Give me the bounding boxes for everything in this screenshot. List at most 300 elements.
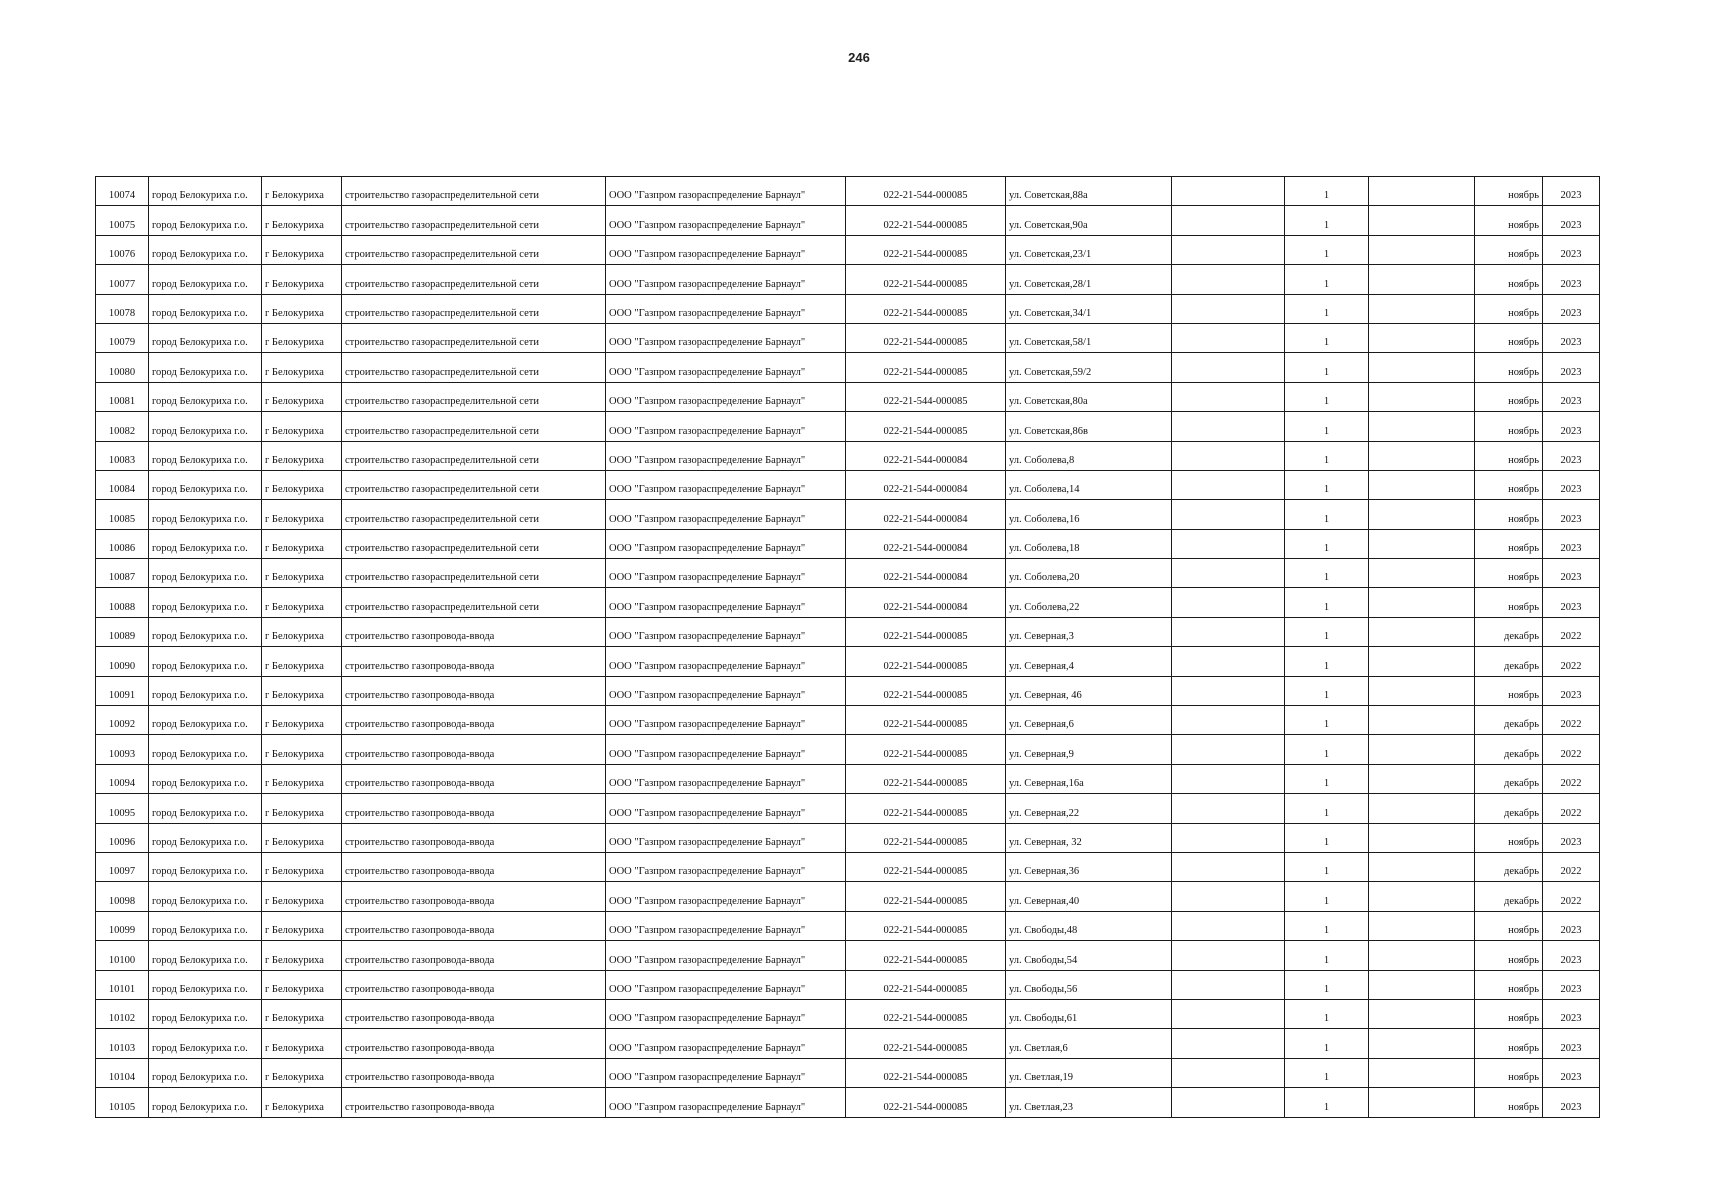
- year-cell: 2023: [1543, 470, 1600, 499]
- month-cell: ноябрь: [1475, 941, 1543, 970]
- municipality-cell: город Белокуриха г.о.: [149, 235, 262, 264]
- work-type-cell: строительство газораспределительной сети: [342, 559, 606, 588]
- settlement-cell: г Белокуриха: [262, 353, 342, 382]
- work-type-cell: строительство газораспределительной сети: [342, 500, 606, 529]
- organization-cell: ООО "Газпром газораспределение Барнаул": [606, 852, 846, 881]
- municipality-cell: город Белокуриха г.о.: [149, 500, 262, 529]
- municipality-cell: город Белокуриха г.о.: [149, 206, 262, 235]
- quantity-cell: 1: [1285, 706, 1369, 735]
- table-row: [96, 470, 1600, 499]
- year-cell: 2023: [1543, 588, 1600, 617]
- municipality-cell: город Белокуриха г.о.: [149, 647, 262, 676]
- empty-cell: [1369, 235, 1475, 264]
- work-type-cell: строительство газопровода-ввода: [342, 1029, 606, 1058]
- empty-cell: [1172, 706, 1285, 735]
- row-number: 10078: [96, 294, 149, 323]
- work-type-cell: строительство газопровода-ввода: [342, 970, 606, 999]
- municipality-cell: город Белокуриха г.о.: [149, 1058, 262, 1087]
- work-type-cell: строительство газораспределительной сети: [342, 177, 606, 206]
- quantity-cell: 1: [1285, 970, 1369, 999]
- empty-cell: [1172, 588, 1285, 617]
- empty-cell: [1369, 1029, 1475, 1058]
- year-cell: 2023: [1543, 1058, 1600, 1087]
- organization-cell: ООО "Газпром газораспределение Барнаул": [606, 470, 846, 499]
- month-cell: ноябрь: [1475, 559, 1543, 588]
- empty-cell: [1369, 706, 1475, 735]
- settlement-cell: г Белокуриха: [262, 1029, 342, 1058]
- year-cell: 2023: [1543, 382, 1600, 411]
- row-number: 10085: [96, 500, 149, 529]
- row-number: 10100: [96, 941, 149, 970]
- row-number: 10075: [96, 206, 149, 235]
- municipality-cell: город Белокуриха г.о.: [149, 852, 262, 881]
- month-cell: ноябрь: [1475, 911, 1543, 940]
- row-number: 10074: [96, 177, 149, 206]
- municipality-cell: город Белокуриха г.о.: [149, 735, 262, 764]
- quantity-cell: 1: [1285, 911, 1369, 940]
- municipality-cell: город Белокуриха г.о.: [149, 353, 262, 382]
- empty-cell: [1172, 1088, 1285, 1117]
- quantity-cell: 1: [1285, 999, 1369, 1028]
- settlement-cell: г Белокуриха: [262, 177, 342, 206]
- empty-cell: [1172, 1058, 1285, 1087]
- address-cell: ул. Советская,34/1: [1006, 294, 1172, 323]
- settlement-cell: г Белокуриха: [262, 1058, 342, 1087]
- empty-cell: [1369, 470, 1475, 499]
- empty-cell: [1369, 970, 1475, 999]
- organization-cell: ООО "Газпром газораспределение Барнаул": [606, 265, 846, 294]
- table-row: [96, 265, 1600, 294]
- empty-cell: [1369, 500, 1475, 529]
- row-number: 10080: [96, 353, 149, 382]
- table-row: [96, 441, 1600, 470]
- address-cell: ул. Северная,40: [1006, 882, 1172, 911]
- year-cell: 2023: [1543, 999, 1600, 1028]
- empty-cell: [1172, 1029, 1285, 1058]
- year-cell: 2023: [1543, 970, 1600, 999]
- municipality-cell: город Белокуриха г.о.: [149, 941, 262, 970]
- address-cell: ул. Советская,80а: [1006, 382, 1172, 411]
- municipality-cell: город Белокуриха г.о.: [149, 323, 262, 352]
- table-row: [96, 970, 1600, 999]
- municipality-cell: город Белокуриха г.о.: [149, 1029, 262, 1058]
- municipality-cell: город Белокуриха г.о.: [149, 764, 262, 793]
- work-type-cell: строительство газораспределительной сети: [342, 265, 606, 294]
- work-type-cell: строительство газораспределительной сети: [342, 588, 606, 617]
- empty-cell: [1172, 676, 1285, 705]
- registry-code-cell: 022-21-544-000085: [846, 617, 1006, 646]
- empty-cell: [1172, 617, 1285, 646]
- settlement-cell: г Белокуриха: [262, 559, 342, 588]
- empty-cell: [1369, 999, 1475, 1028]
- empty-cell: [1369, 441, 1475, 470]
- month-cell: ноябрь: [1475, 500, 1543, 529]
- month-cell: ноябрь: [1475, 441, 1543, 470]
- empty-cell: [1369, 823, 1475, 852]
- registry-code-cell: 022-21-544-000085: [846, 999, 1006, 1028]
- quantity-cell: 1: [1285, 294, 1369, 323]
- address-cell: ул. Советская,28/1: [1006, 265, 1172, 294]
- settlement-cell: г Белокуриха: [262, 764, 342, 793]
- empty-cell: [1369, 206, 1475, 235]
- organization-cell: ООО "Газпром газораспределение Барнаул": [606, 823, 846, 852]
- empty-cell: [1369, 764, 1475, 793]
- address-cell: ул. Соболева,16: [1006, 500, 1172, 529]
- year-cell: 2023: [1543, 1088, 1600, 1117]
- registry-code-cell: 022-21-544-000085: [846, 294, 1006, 323]
- month-cell: ноябрь: [1475, 1029, 1543, 1058]
- organization-cell: ООО "Газпром газораспределение Барнаул": [606, 617, 846, 646]
- settlement-cell: г Белокуриха: [262, 999, 342, 1028]
- year-cell: 2022: [1543, 617, 1600, 646]
- row-number: 10101: [96, 970, 149, 999]
- organization-cell: ООО "Газпром газораспределение Барнаул": [606, 529, 846, 558]
- empty-cell: [1369, 647, 1475, 676]
- empty-cell: [1172, 382, 1285, 411]
- work-type-cell: строительство газораспределительной сети: [342, 235, 606, 264]
- municipality-cell: город Белокуриха г.о.: [149, 1088, 262, 1117]
- table-row: [96, 941, 1600, 970]
- month-cell: ноябрь: [1475, 529, 1543, 558]
- month-cell: ноябрь: [1475, 265, 1543, 294]
- empty-cell: [1172, 764, 1285, 793]
- month-cell: декабрь: [1475, 647, 1543, 676]
- registry-code-cell: 022-21-544-000085: [846, 647, 1006, 676]
- settlement-cell: г Белокуриха: [262, 235, 342, 264]
- settlement-cell: г Белокуриха: [262, 265, 342, 294]
- work-type-cell: строительство газораспределительной сети: [342, 441, 606, 470]
- month-cell: ноябрь: [1475, 206, 1543, 235]
- organization-cell: ООО "Газпром газораспределение Барнаул": [606, 382, 846, 411]
- empty-cell: [1172, 529, 1285, 558]
- table-row: [96, 911, 1600, 940]
- municipality-cell: город Белокуриха г.о.: [149, 882, 262, 911]
- empty-cell: [1172, 794, 1285, 823]
- month-cell: ноябрь: [1475, 235, 1543, 264]
- quantity-cell: 1: [1285, 500, 1369, 529]
- quantity-cell: 1: [1285, 764, 1369, 793]
- municipality-cell: город Белокуриха г.о.: [149, 470, 262, 499]
- year-cell: 2022: [1543, 764, 1600, 793]
- settlement-cell: г Белокуриха: [262, 852, 342, 881]
- work-type-cell: строительство газопровода-ввода: [342, 882, 606, 911]
- year-cell: 2022: [1543, 794, 1600, 823]
- settlement-cell: г Белокуриха: [262, 706, 342, 735]
- registry-code-cell: 022-21-544-000085: [846, 1058, 1006, 1087]
- registry-code-cell: 022-21-544-000084: [846, 441, 1006, 470]
- settlement-cell: г Белокуриха: [262, 941, 342, 970]
- page-number: 246: [848, 50, 870, 65]
- table-row: [96, 1058, 1600, 1087]
- month-cell: ноябрь: [1475, 323, 1543, 352]
- quantity-cell: 1: [1285, 941, 1369, 970]
- row-number: 10079: [96, 323, 149, 352]
- address-cell: ул. Северная,16а: [1006, 764, 1172, 793]
- organization-cell: ООО "Газпром газораспределение Барнаул": [606, 706, 846, 735]
- month-cell: ноябрь: [1475, 970, 1543, 999]
- month-cell: декабрь: [1475, 706, 1543, 735]
- work-type-cell: строительство газопровода-ввода: [342, 735, 606, 764]
- empty-cell: [1172, 823, 1285, 852]
- address-cell: ул. Соболева,20: [1006, 559, 1172, 588]
- settlement-cell: г Белокуриха: [262, 911, 342, 940]
- municipality-cell: город Белокуриха г.о.: [149, 706, 262, 735]
- empty-cell: [1369, 676, 1475, 705]
- quantity-cell: 1: [1285, 382, 1369, 411]
- municipality-cell: город Белокуриха г.о.: [149, 823, 262, 852]
- empty-cell: [1369, 529, 1475, 558]
- work-type-cell: строительство газопровода-ввода: [342, 617, 606, 646]
- row-number: 10082: [96, 412, 149, 441]
- address-cell: ул. Северная,36: [1006, 852, 1172, 881]
- settlement-cell: г Белокуриха: [262, 676, 342, 705]
- settlement-cell: г Белокуриха: [262, 794, 342, 823]
- empty-cell: [1369, 412, 1475, 441]
- work-type-cell: строительство газопровода-ввода: [342, 823, 606, 852]
- month-cell: ноябрь: [1475, 823, 1543, 852]
- month-cell: декабрь: [1475, 764, 1543, 793]
- address-cell: ул. Северная, 32: [1006, 823, 1172, 852]
- work-type-cell: строительство газопровода-ввода: [342, 676, 606, 705]
- empty-cell: [1172, 647, 1285, 676]
- municipality-cell: город Белокуриха г.о.: [149, 999, 262, 1028]
- quantity-cell: 1: [1285, 1029, 1369, 1058]
- year-cell: 2023: [1543, 177, 1600, 206]
- empty-cell: [1172, 559, 1285, 588]
- register-body: [96, 177, 1600, 1118]
- settlement-cell: г Белокуриха: [262, 412, 342, 441]
- registry-code-cell: 022-21-544-000084: [846, 470, 1006, 499]
- empty-cell: [1369, 323, 1475, 352]
- address-cell: ул. Советская,58/1: [1006, 323, 1172, 352]
- table-row: [96, 764, 1600, 793]
- registry-code-cell: 022-21-544-000084: [846, 529, 1006, 558]
- month-cell: ноябрь: [1475, 1088, 1543, 1117]
- table-row: [96, 706, 1600, 735]
- empty-cell: [1172, 911, 1285, 940]
- empty-cell: [1172, 412, 1285, 441]
- organization-cell: ООО "Газпром газораспределение Барнаул": [606, 882, 846, 911]
- empty-cell: [1172, 441, 1285, 470]
- registry-code-cell: 022-21-544-000085: [846, 206, 1006, 235]
- empty-cell: [1172, 970, 1285, 999]
- row-number: 10083: [96, 441, 149, 470]
- empty-cell: [1369, 294, 1475, 323]
- empty-cell: [1172, 323, 1285, 352]
- month-cell: ноябрь: [1475, 470, 1543, 499]
- row-number: 10098: [96, 882, 149, 911]
- registry-code-cell: 022-21-544-000084: [846, 559, 1006, 588]
- organization-cell: ООО "Газпром газораспределение Барнаул": [606, 353, 846, 382]
- quantity-cell: 1: [1285, 323, 1369, 352]
- quantity-cell: 1: [1285, 470, 1369, 499]
- row-number: 10090: [96, 647, 149, 676]
- organization-cell: ООО "Газпром газораспределение Барнаул": [606, 941, 846, 970]
- municipality-cell: город Белокуриха г.о.: [149, 177, 262, 206]
- month-cell: декабрь: [1475, 794, 1543, 823]
- work-type-cell: строительство газораспределительной сети: [342, 382, 606, 411]
- registry-code-cell: 022-21-544-000085: [846, 676, 1006, 705]
- municipality-cell: город Белокуриха г.о.: [149, 529, 262, 558]
- quantity-cell: 1: [1285, 676, 1369, 705]
- settlement-cell: г Белокуриха: [262, 647, 342, 676]
- empty-cell: [1369, 852, 1475, 881]
- year-cell: 2022: [1543, 647, 1600, 676]
- work-type-cell: строительство газораспределительной сети: [342, 294, 606, 323]
- organization-cell: ООО "Газпром газораспределение Барнаул": [606, 294, 846, 323]
- empty-cell: [1369, 882, 1475, 911]
- organization-cell: ООО "Газпром газораспределение Барнаул": [606, 1088, 846, 1117]
- quantity-cell: 1: [1285, 794, 1369, 823]
- settlement-cell: г Белокуриха: [262, 323, 342, 352]
- municipality-cell: город Белокуриха г.о.: [149, 294, 262, 323]
- empty-cell: [1172, 177, 1285, 206]
- settlement-cell: г Белокуриха: [262, 294, 342, 323]
- address-cell: ул. Советская,88а: [1006, 177, 1172, 206]
- table-row: [96, 500, 1600, 529]
- work-type-cell: строительство газораспределительной сети: [342, 529, 606, 558]
- work-type-cell: строительство газопровода-ввода: [342, 706, 606, 735]
- year-cell: 2023: [1543, 941, 1600, 970]
- organization-cell: ООО "Газпром газораспределение Барнаул": [606, 735, 846, 764]
- quantity-cell: 1: [1285, 1058, 1369, 1087]
- work-type-cell: строительство газопровода-ввода: [342, 1088, 606, 1117]
- row-number: 10093: [96, 735, 149, 764]
- address-cell: ул. Соболева,22: [1006, 588, 1172, 617]
- registry-code-cell: 022-21-544-000085: [846, 1088, 1006, 1117]
- month-cell: ноябрь: [1475, 353, 1543, 382]
- settlement-cell: г Белокуриха: [262, 882, 342, 911]
- year-cell: 2023: [1543, 206, 1600, 235]
- quantity-cell: 1: [1285, 412, 1369, 441]
- registry-code-cell: 022-21-544-000085: [846, 412, 1006, 441]
- table-row: [96, 794, 1600, 823]
- organization-cell: ООО "Газпром газораспределение Барнаул": [606, 970, 846, 999]
- empty-cell: [1369, 735, 1475, 764]
- address-cell: ул. Свободы,56: [1006, 970, 1172, 999]
- empty-cell: [1172, 206, 1285, 235]
- month-cell: ноябрь: [1475, 177, 1543, 206]
- organization-cell: ООО "Газпром газораспределение Барнаул": [606, 177, 846, 206]
- empty-cell: [1369, 1088, 1475, 1117]
- organization-cell: ООО "Газпром газораспределение Барнаул": [606, 441, 846, 470]
- row-number: 10076: [96, 235, 149, 264]
- address-cell: ул. Советская,90а: [1006, 206, 1172, 235]
- quantity-cell: 1: [1285, 647, 1369, 676]
- organization-cell: ООО "Газпром газораспределение Барнаул": [606, 794, 846, 823]
- year-cell: 2023: [1543, 441, 1600, 470]
- quantity-cell: 1: [1285, 206, 1369, 235]
- work-type-cell: строительство газораспределительной сети: [342, 412, 606, 441]
- organization-cell: ООО "Газпром газораспределение Барнаул": [606, 1058, 846, 1087]
- address-cell: ул. Советская,23/1: [1006, 235, 1172, 264]
- year-cell: 2023: [1543, 294, 1600, 323]
- municipality-cell: город Белокуриха г.о.: [149, 382, 262, 411]
- settlement-cell: г Белокуриха: [262, 617, 342, 646]
- table-row: [96, 412, 1600, 441]
- municipality-cell: город Белокуриха г.о.: [149, 265, 262, 294]
- empty-cell: [1172, 353, 1285, 382]
- settlement-cell: г Белокуриха: [262, 500, 342, 529]
- table-row: [96, 1088, 1600, 1117]
- quantity-cell: 1: [1285, 559, 1369, 588]
- month-cell: декабрь: [1475, 735, 1543, 764]
- empty-cell: [1172, 470, 1285, 499]
- month-cell: декабрь: [1475, 852, 1543, 881]
- organization-cell: ООО "Газпром газораспределение Барнаул": [606, 1029, 846, 1058]
- address-cell: ул. Северная,6: [1006, 706, 1172, 735]
- address-cell: ул. Северная,3: [1006, 617, 1172, 646]
- row-number: 10103: [96, 1029, 149, 1058]
- table-row: [96, 206, 1600, 235]
- registry-code-cell: 022-21-544-000085: [846, 177, 1006, 206]
- registry-code-cell: 022-21-544-000085: [846, 353, 1006, 382]
- table-row: [96, 852, 1600, 881]
- table-row: [96, 235, 1600, 264]
- month-cell: ноябрь: [1475, 294, 1543, 323]
- organization-cell: ООО "Газпром газораспределение Барнаул": [606, 235, 846, 264]
- municipality-cell: город Белокуриха г.о.: [149, 559, 262, 588]
- quantity-cell: 1: [1285, 1088, 1369, 1117]
- registry-code-cell: 022-21-544-000085: [846, 235, 1006, 264]
- municipality-cell: город Белокуриха г.о.: [149, 676, 262, 705]
- work-type-cell: строительство газораспределительной сети: [342, 323, 606, 352]
- row-number: 10084: [96, 470, 149, 499]
- address-cell: ул. Северная, 46: [1006, 676, 1172, 705]
- settlement-cell: г Белокуриха: [262, 823, 342, 852]
- empty-cell: [1369, 794, 1475, 823]
- year-cell: 2022: [1543, 735, 1600, 764]
- settlement-cell: г Белокуриха: [262, 382, 342, 411]
- work-type-cell: строительство газопровода-ввода: [342, 941, 606, 970]
- empty-cell: [1369, 588, 1475, 617]
- address-cell: ул. Свободы,54: [1006, 941, 1172, 970]
- municipality-cell: город Белокуриха г.о.: [149, 412, 262, 441]
- table-row: [96, 177, 1600, 206]
- empty-cell: [1172, 999, 1285, 1028]
- year-cell: 2023: [1543, 265, 1600, 294]
- year-cell: 2023: [1543, 911, 1600, 940]
- year-cell: 2022: [1543, 882, 1600, 911]
- table-row: [96, 294, 1600, 323]
- row-number: 10094: [96, 764, 149, 793]
- empty-cell: [1172, 941, 1285, 970]
- quantity-cell: 1: [1285, 617, 1369, 646]
- organization-cell: ООО "Газпром газораспределение Барнаул": [606, 647, 846, 676]
- registry-code-cell: 022-21-544-000085: [846, 764, 1006, 793]
- row-number: 10102: [96, 999, 149, 1028]
- month-cell: ноябрь: [1475, 588, 1543, 617]
- quantity-cell: 1: [1285, 235, 1369, 264]
- municipality-cell: город Белокуриха г.о.: [149, 588, 262, 617]
- empty-cell: [1369, 559, 1475, 588]
- table-row: [96, 647, 1600, 676]
- year-cell: 2023: [1543, 559, 1600, 588]
- empty-cell: [1369, 1058, 1475, 1087]
- row-number: 10097: [96, 852, 149, 881]
- year-cell: 2022: [1543, 706, 1600, 735]
- row-number: 10088: [96, 588, 149, 617]
- quantity-cell: 1: [1285, 529, 1369, 558]
- month-cell: ноябрь: [1475, 382, 1543, 411]
- quantity-cell: 1: [1285, 177, 1369, 206]
- empty-cell: [1369, 177, 1475, 206]
- work-type-cell: строительство газораспределительной сети: [342, 353, 606, 382]
- settlement-cell: г Белокуриха: [262, 588, 342, 617]
- empty-cell: [1369, 617, 1475, 646]
- work-type-cell: строительство газопровода-ввода: [342, 852, 606, 881]
- work-type-cell: строительство газопровода-ввода: [342, 1058, 606, 1087]
